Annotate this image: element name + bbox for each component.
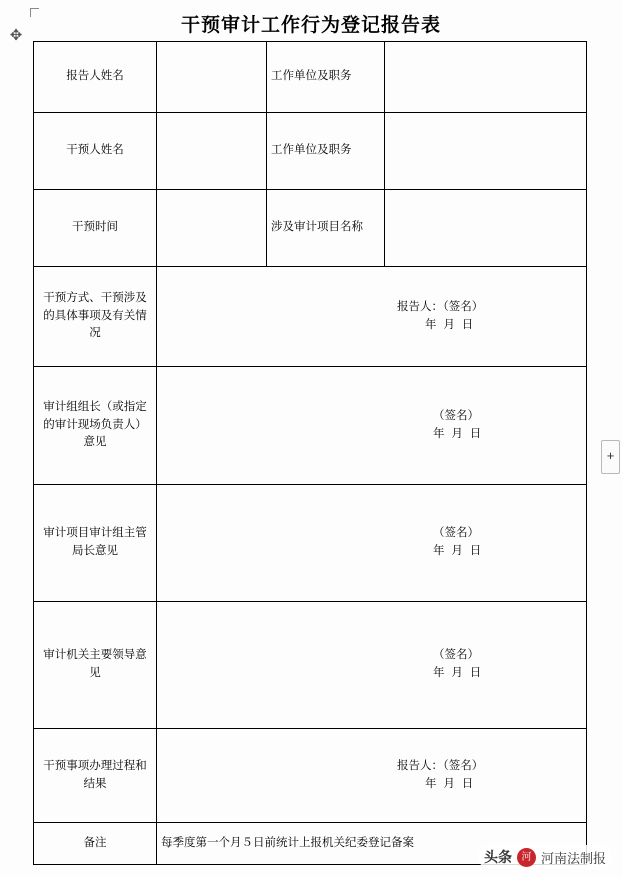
row-label: 报告人姓名: [34, 42, 157, 113]
table-row: [34, 267, 587, 367]
row-signature-area[interactable]: [157, 602, 587, 729]
signature-line: （签名）: [433, 649, 479, 662]
row-signature-area[interactable]: [157, 367, 587, 485]
row-label: 干预事项办理过程和结果: [34, 729, 157, 823]
source-name: 河南法制报: [540, 850, 606, 866]
date-line: 年 月 日: [425, 318, 476, 331]
avatar: 河: [517, 848, 536, 867]
signature-line: 报告人：（签名）: [397, 759, 484, 772]
row-label: 审计项目审计组主管局长意见: [34, 485, 157, 602]
signature-line: （签名）: [433, 409, 479, 422]
row-value-unit[interactable]: [385, 113, 587, 190]
move-icon[interactable]: ✥: [9, 27, 23, 44]
source-badge: [478, 845, 612, 869]
table-row: [34, 602, 587, 729]
row-value-time[interactable]: [157, 190, 267, 267]
row-signature-area[interactable]: [157, 267, 587, 367]
row-value-project[interactable]: [385, 190, 587, 267]
table-row: [34, 190, 587, 267]
row-note: 每季度第一个月５日前统计上报机关纪委登记备案: [157, 823, 587, 865]
row-value-name[interactable]: [157, 113, 267, 190]
row-mid-label: 涉及审计项目名称: [267, 190, 385, 267]
row-signature-area[interactable]: [157, 729, 587, 823]
row-mid-label: 工作单位及职务: [267, 42, 385, 113]
registration-form-table: [33, 41, 587, 865]
table-row: [34, 485, 587, 602]
row-label: 干预时间: [34, 190, 157, 267]
table-row: [34, 42, 587, 113]
table-row: [34, 367, 587, 485]
table-row: [34, 729, 587, 823]
date-line: 年 月 日: [433, 427, 484, 440]
row-label: 备注: [34, 823, 157, 865]
platform-label: 头条: [483, 851, 512, 866]
signature-line: （签名）: [433, 527, 479, 540]
table-row: [34, 113, 587, 190]
date-line: 年 月 日: [433, 667, 484, 679]
signature-line: 报告人：（签名）: [397, 300, 484, 313]
page-title: 干预审计工作行为登记报告表: [180, 15, 441, 36]
add-column-button[interactable]: +: [601, 440, 620, 474]
row-value-name[interactable]: [157, 42, 267, 113]
row-mid-label: 工作单位及职务: [267, 113, 385, 190]
date-line: 年 月 日: [433, 545, 484, 557]
row-label: 审计组组长（或指定的审计现场负责人）意见: [34, 367, 157, 485]
row-signature-area[interactable]: [157, 485, 587, 602]
row-label: 审计机关主要领导意见: [34, 602, 157, 729]
row-value-unit[interactable]: [385, 42, 587, 113]
row-label: 干预人姓名: [34, 113, 157, 190]
row-label: 干预方式、干预涉及的具体事项及有关情况: [34, 267, 157, 367]
date-line: 年 月 日: [425, 777, 476, 790]
